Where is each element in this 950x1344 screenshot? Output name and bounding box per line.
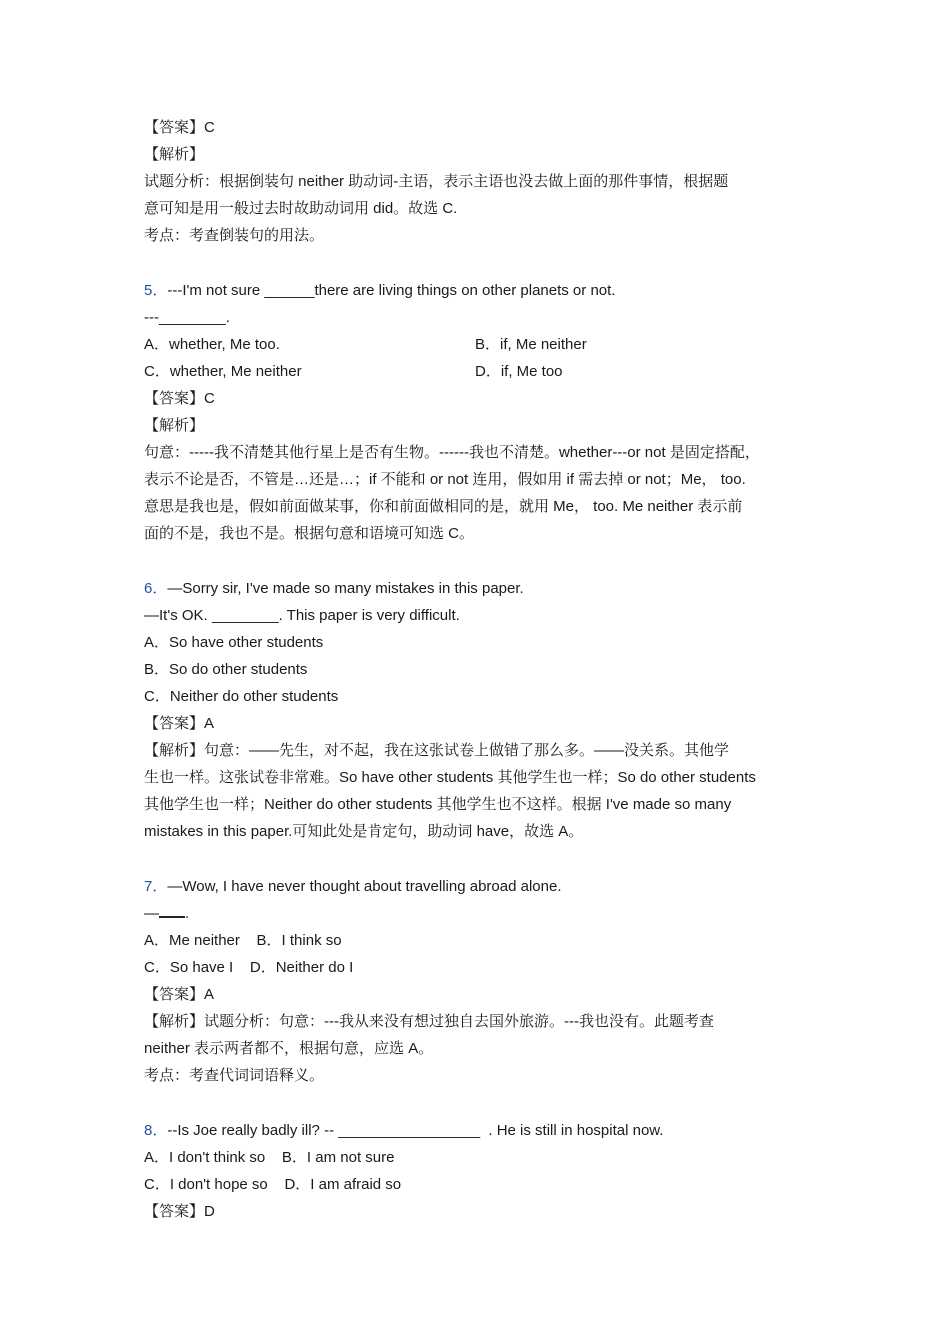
q8-number: 8． xyxy=(144,1122,168,1139)
q6-analysis-line: 生也一样。这张试卷非常难。So have other students 其他学生也一样；So do other students xyxy=(144,769,756,786)
page-content xyxy=(144,114,824,1225)
q7-point: 考点：考查代词词语释义。 xyxy=(144,1067,325,1084)
q5-analysis-line: 面的不是，我也不是。根据句意和语境可知选 C。 xyxy=(144,525,475,542)
q7-analysis-line: 【解析】试题分析：句意：---我从来没有想过独自去国外旅游。---我也没有。此题考查 xyxy=(144,1013,714,1030)
q6-analysis-line: 【解析】句意：——先生，对不起，我在这张试卷上做错了那么多。——没关系。其他学 xyxy=(144,742,730,759)
q7-stem-text: —Wow, I have never thought about travelling abroad alone. xyxy=(167,878,562,895)
q6-answer: 【答案】A xyxy=(144,715,215,732)
q4-point: 考点：考查倒装句的用法。 xyxy=(144,227,325,244)
q7-options-row: C．So have I D．Neither do I xyxy=(144,959,354,976)
q5-answer: 【答案】C xyxy=(144,390,215,407)
q8-options-row: A．I don't think so B．I am not sure xyxy=(144,1149,395,1166)
q8-options-row: C．I don't hope so D．I am afraid so xyxy=(144,1176,402,1193)
q5-options-row xyxy=(144,331,824,358)
q6-analysis-line: 其他学生也一样；Neither do other students 其他学生也不这样。根据 I've made so many xyxy=(144,796,732,813)
q5-stem-text: ---I'm not sure ______there are living things on other planets or not. xyxy=(167,282,616,299)
q5-option-c: C．whether, Me neither xyxy=(144,363,302,380)
q5-stem-reply: ---________. xyxy=(144,309,230,326)
q4-analysis-line: 意可知是用一般过去时故助动词用 did。故选 C. xyxy=(144,200,458,217)
q7-number: 7． xyxy=(144,878,168,895)
q7-options-row: A．Me neither B．I think so xyxy=(144,932,342,949)
q7-stem xyxy=(144,873,824,900)
q8-stem xyxy=(144,1117,824,1144)
q6-option-c: C．Neither do other students xyxy=(144,688,339,705)
q5-option-a: A．whether, Me too. xyxy=(144,336,280,353)
q6-stem-reply: —It's OK. ________. This paper is very difficult. xyxy=(144,607,460,624)
q7-analysis-line: neither 表示两者都不，根据句意，应选 A。 xyxy=(144,1040,434,1057)
q6-option-b: B．So do other students xyxy=(144,661,308,678)
q5-stem xyxy=(144,277,824,304)
q6-stem xyxy=(144,575,824,602)
q6-option-a: A．So have other students xyxy=(144,634,324,651)
q5-number: 5． xyxy=(144,282,168,299)
q8-stem-text: --Is Joe really badly ill? -- _________________ . He is still in hospital now. xyxy=(167,1122,664,1139)
q4-analysis-label: 【解析】 xyxy=(144,146,205,163)
q6-number: 6． xyxy=(144,580,168,597)
q7-stem-reply xyxy=(144,900,824,927)
q5-analysis-line: 意思是我也是，假如前面做某事，你和前面做相同的是，就用 Me， too. Me neither 表示前 xyxy=(144,498,743,515)
q7-answer: 【答案】A xyxy=(144,986,215,1003)
q4-answer: 【答案】C xyxy=(144,119,215,136)
q7-reply-end: . xyxy=(185,905,190,922)
q8-answer: 【答案】D xyxy=(144,1203,215,1220)
q6-stem-text: —Sorry sir, I've made so many mistakes in this paper. xyxy=(167,580,524,597)
q5-options-row xyxy=(144,358,824,385)
answer-blank xyxy=(159,902,185,918)
q6-analysis-line: mistakes in this paper.可知此处是肯定句，助动词 have，故选 A。 xyxy=(144,823,584,840)
q5-analysis-line: 句意：-----我不清楚其他行星上是否有生物。------我也不清楚。whether---or not 是固定搭配， xyxy=(144,444,760,461)
q5-analysis-line: 表示不论是否，不管是…还是…；if 不能和 or not 连用，假如用 if 需去掉 or not；Me， too. xyxy=(144,471,746,488)
q7-reply-dash: — xyxy=(144,905,159,922)
q5-option-d: D．if, Me too xyxy=(475,363,563,380)
q5-option-b: B．if, Me neither xyxy=(475,336,587,353)
q4-analysis-line: 试题分析：根据倒装句 neither 助动词-主语，表示主语也没去做上面的那件事情，根据题 xyxy=(144,173,729,190)
q5-analysis-label: 【解析】 xyxy=(144,417,205,434)
